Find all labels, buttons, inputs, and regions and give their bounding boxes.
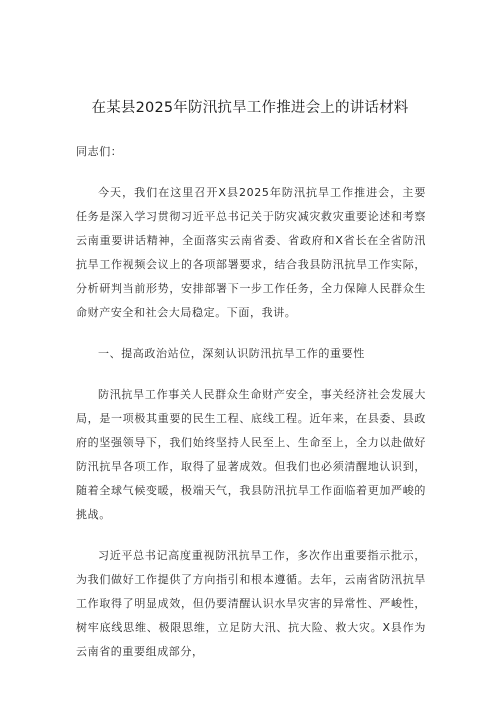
- section-heading-1: 一、提高政治站位，深刻认识防汛抗旱工作的重要性: [98, 347, 365, 360]
- document-body: [76, 140, 426, 681]
- paragraph-instructions: 习近平总书记高度重视防汛抗旱工作，多次作出重要指示批示，为我们做好工作提供了方向指引和根本遵循。去年，云南省防汛抗旱工作取得了明显成效，但仍要清醒认识水旱灾害的异常性、严峻性，树牢底线思维、极限思维，立足防大汛、抗大险、救大灾。X县作为云南省的重要组成部分，: [76, 549, 426, 658]
- paragraph-importance: 防汛抗旱工作事关人民群众生命财产安全，事关经济社会发展大局，是一项极其重要的民生工程、底线工程。近年来，在县委、县政府的坚强领导下，我们始终坚持人民至上、生命至上，全力以赴做好防汛抗旱各项工作，取得了显著成效。但我们也必须清醒地认识到，随着全球气候变暖，极端天气，我县防汛抗旱工作面临着更加严峻的挑战。: [76, 388, 426, 521]
- document-title: 在某县2025年防汛抗旱工作推进会上的讲话材料: [91, 100, 409, 116]
- greeting: 同志们：: [76, 145, 123, 158]
- paragraph-intro: 今天，我们在这里召开X县2025年防汛抗旱工作推进会，主要任务是深入学习贯彻习近平总书记关于防灾减灾救灾重要论述和考察云南重要讲话精神，全面落实云南省委、省政府和X省长在全省防汛抗旱工作视频会议上的各项部署要求，结合我县防汛抗旱工作实际，分析研判当前形势，安排部署下一步工作任务，全力保障人民群众生命财产安全和社会大局稳定。下面，我讲。: [76, 186, 426, 319]
